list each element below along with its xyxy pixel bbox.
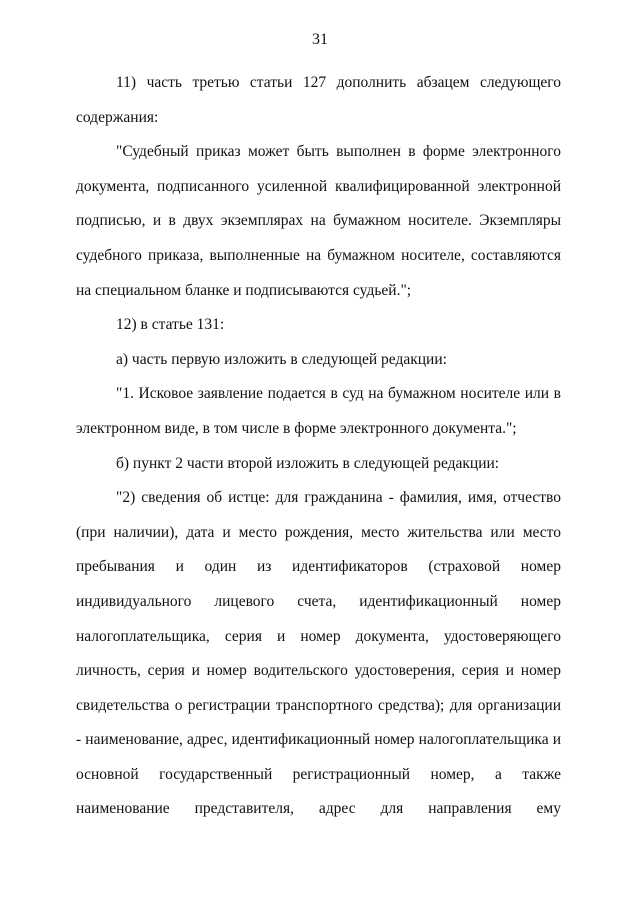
paragraph-subitem-a: а) часть первую изложить в следующей редакции: xyxy=(116,350,447,368)
page-number: 31 xyxy=(312,31,328,48)
document-body xyxy=(76,66,561,827)
paragraph-item-12: 12) в статье 131: xyxy=(116,316,225,334)
paragraph-quoted-court-order: "Судебный приказ может быть выполнен в форме электронного документа, подписанного усиленной квалифицированной электронной подписью, и в двух экземплярах на бумажном носителе. Экземпляры судебного приказа, выполненные на бумажном носителе, составляются на специальном бланке и подписываются судьей."; xyxy=(76,143,561,299)
paragraph-quoted-plaintiff-info: "2) сведения об истце: для гражданина - фамилия, имя, отчество (при наличии), дата и место рождения, место жительства или место пребывания и один из идентификаторов (страховой номер индивидуального лицевого счета, идентификационный номер налогоплательщика, серия и номер документа, удостоверяющего личность, серия и номер водительского удостоверения, серия и номер свидетельства о регистрации транспортного средства); для организации - наименование, адрес, идентификационный номер налогоплательщика и основной государственный регистрационный номер, а также наименование представителя, адрес для направления ему xyxy=(76,489,561,818)
paragraph-quoted-claim-statement: "1. Исковое заявление подается в суд на бумажном носителе или в электронном виде, в том числе в форме электронного документа."; xyxy=(76,385,561,437)
paragraph-item-11: 11) часть третью статьи 127 дополнить абзацем следующего содержания: xyxy=(76,74,561,126)
paragraph-subitem-b: б) пункт 2 части второй изложить в следующей редакции: xyxy=(116,454,500,472)
